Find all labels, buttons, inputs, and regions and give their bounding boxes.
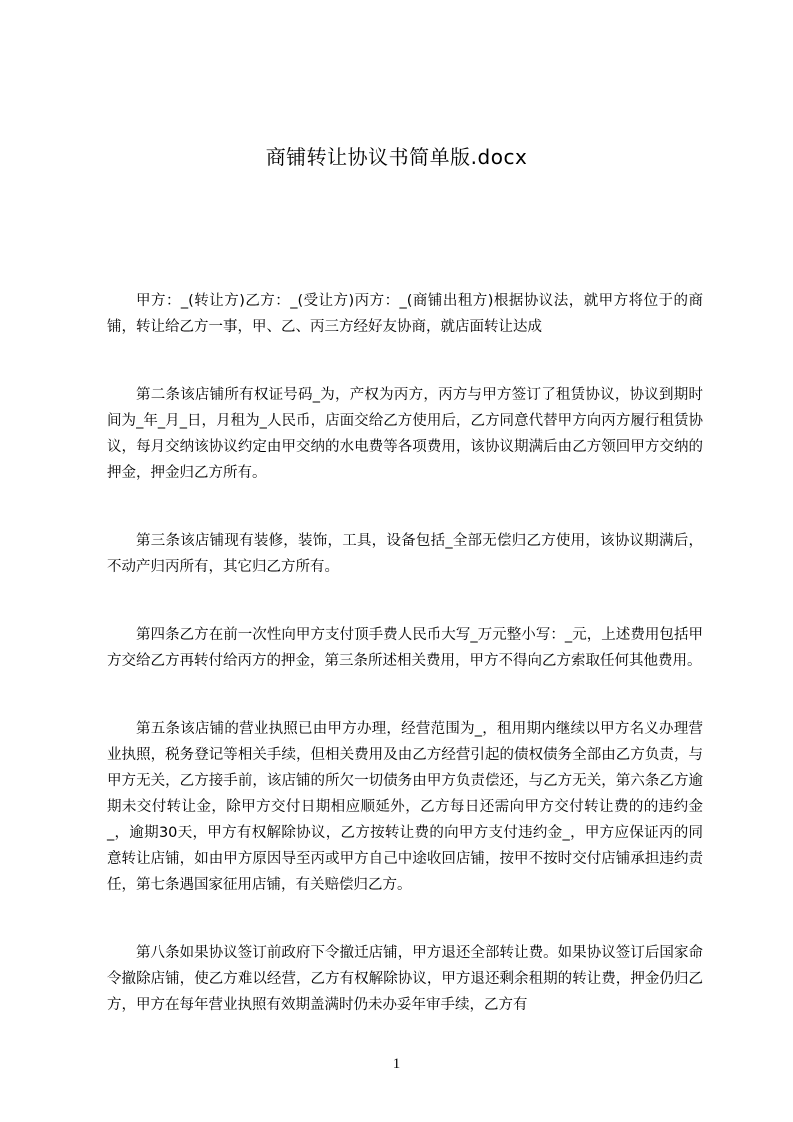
paragraph-article-4: 第四条乙方在前一次性向甲方支付顶手费人民币大写_万元整小写：_元，上述费用包括甲方交给乙方再转付给丙方的押金，第三条所述相关费用，甲方不得向乙方索取任何其他费用。	[107, 627, 703, 669]
paragraph-article-2: 第二条该店铺所有权证号码_为，产权为丙方，丙方与甲方签订了租赁协议，协议到期时间为_年_月_日，月租为_人民币，店面交给乙方使用后，乙方同意代替甲方向丙方履行租赁协议，每月交纳该协议约定由甲交纳的水电费等各项费用，该协议期满后由乙方领回甲方交纳的押金，押金归乙方所有。	[107, 387, 703, 481]
paragraph-article-8: 第八条如果协议签订前政府下令撤迁店铺，甲方退还全部转让费。如果协议签订后国家命令撤除店铺，使乙方难以经营，乙方有权解除协议，甲方退还剩余租期的转让费，押金仍归乙方，甲方在每年营业执照有效期盖满时仍未办妥年审手续，乙方有	[107, 945, 703, 1013]
document-body	[107, 288, 703, 1060]
page-number: 1	[392, 1056, 401, 1072]
paragraph-parties: 甲方：_(转让方)乙方：_(受让方)丙方：_(商铺出租方)根据协议法，就甲方将位于的商铺，转让给乙方一事，甲、乙、丙三方经好友协商，就店面转让达成	[107, 293, 703, 335]
paragraph-article-3: 第三条该店铺现有装修，装饰，工具，设备包括_全部无偿归乙方使用，该协议期满后，不动产归丙所有，其它归乙方所有。	[107, 533, 703, 575]
document-title: 商铺转让协议书简单版.docx	[265, 145, 528, 169]
paragraph-article-5: 第五条该店铺的营业执照已由甲方办理，经营范围为_，租用期内继续以甲方名义办理营业执照，税务登记等相关手续，但相关费用及由乙方经营引起的债权债务全部由乙方负责，与甲方无关，乙方接手前，该店铺的所欠一切债务由甲方负责偿还，与乙方无关，第六条乙方逾期未交付转让金，除甲方交付日期相应顺延外，乙方每日还需向甲方交付转让费的的违约金_，逾期30天，甲方有权解除协议，乙方按转让费的向甲方支付违约金_，甲方应保证丙的同意转让店铺，如由甲方原因导至丙或甲方自己中途收回店铺，按甲不按时交付店铺承担违约责任，第七条遇国家征用店铺，有关赔偿归乙方。	[107, 721, 703, 893]
